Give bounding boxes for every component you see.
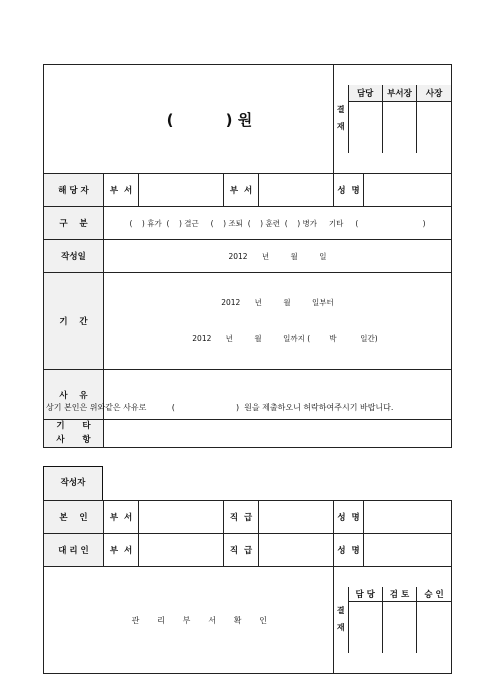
- writer-approval-col-staff: 담 당: [348, 587, 382, 601]
- deputy-position-input[interactable]: [259, 534, 334, 567]
- writer-approval-sign-review[interactable]: [382, 601, 416, 653]
- self-label: 본 인: [44, 501, 104, 534]
- deputy-label: 대 리 인: [44, 534, 104, 567]
- name-label: 성 명: [334, 174, 364, 207]
- period-from: 2012 년 월 일부터: [221, 298, 334, 307]
- deputy-name-input[interactable]: [364, 534, 452, 567]
- reason-label: 사 유: [44, 370, 104, 420]
- dept-input-2[interactable]: [259, 174, 334, 207]
- approval-col-president: 사장: [417, 85, 451, 101]
- deputy-dept-label: 부 서: [104, 534, 139, 567]
- self-position-label: 직 급: [224, 501, 259, 534]
- writer-approval-sign-approve[interactable]: [417, 601, 451, 653]
- writer-section-header: 작성자: [60, 478, 86, 489]
- writer-section-tab: [43, 466, 103, 500]
- confirm-text: 관 리 부 서 확 인: [131, 615, 267, 625]
- dept-input[interactable]: [139, 174, 224, 207]
- deputy-dept-input[interactable]: [139, 534, 224, 567]
- form-title: ( ) 원: [166, 110, 253, 129]
- period-value[interactable]: [104, 273, 452, 370]
- period-label: 기 간: [44, 273, 104, 370]
- category-options[interactable]: ( ) 휴가 ( ) 결근 ( ) 조퇴 ( ) 훈련 ( ) 병가 기타 ( ): [104, 207, 452, 240]
- approval-label: 결 재: [334, 85, 348, 153]
- deputy-name-label: 성 명: [334, 534, 364, 567]
- written-date-value[interactable]: 2012 년 월 일: [104, 240, 452, 273]
- written-date-label: 작성일: [44, 240, 104, 273]
- period-to: 2012 년 월 일까지 ( 박 일간): [192, 334, 378, 343]
- writer-section: [43, 500, 451, 634]
- self-name-input[interactable]: [364, 501, 452, 534]
- approval-sign-dept-head[interactable]: [382, 101, 416, 153]
- name-input[interactable]: [364, 174, 452, 207]
- writer-approval-block: [334, 567, 452, 674]
- approval-sign-president[interactable]: [417, 101, 451, 153]
- form-title-cell: [44, 65, 334, 174]
- self-dept-label: 부 서: [104, 501, 139, 534]
- writer-approval-sign-staff[interactable]: [348, 601, 382, 653]
- reason-input[interactable]: [104, 370, 452, 420]
- other-remarks-label: 기 타 사 항: [44, 420, 104, 448]
- assignee-label: 해 당 자: [44, 174, 104, 207]
- self-name-label: 성 명: [334, 501, 364, 534]
- self-dept-input[interactable]: [139, 501, 224, 534]
- writer-approval-col-review: 검 토: [382, 587, 416, 601]
- dept-label: 부 서: [104, 174, 139, 207]
- deputy-position-label: 직 급: [224, 534, 259, 567]
- approval-col-manager: 담당: [348, 85, 382, 101]
- other-remarks-input[interactable]: [104, 420, 452, 448]
- approval-sign-manager[interactable]: [348, 101, 382, 153]
- confirm-cell: [44, 567, 334, 674]
- category-label: 구 분: [44, 207, 104, 240]
- writer-approval-label: 결 재: [334, 587, 348, 653]
- dept-label-2: 부 서: [224, 174, 259, 207]
- approval-block: [334, 65, 452, 174]
- self-position-input[interactable]: [259, 501, 334, 534]
- statement-text: 상기 본인은 위와같은 사유로 ( ) 원을 제출하오니 허락하여주시기 바랍니다.: [46, 403, 394, 412]
- approval-col-dept-head: 부서장: [382, 85, 416, 101]
- writer-approval-col-approve: 승 인: [417, 587, 451, 601]
